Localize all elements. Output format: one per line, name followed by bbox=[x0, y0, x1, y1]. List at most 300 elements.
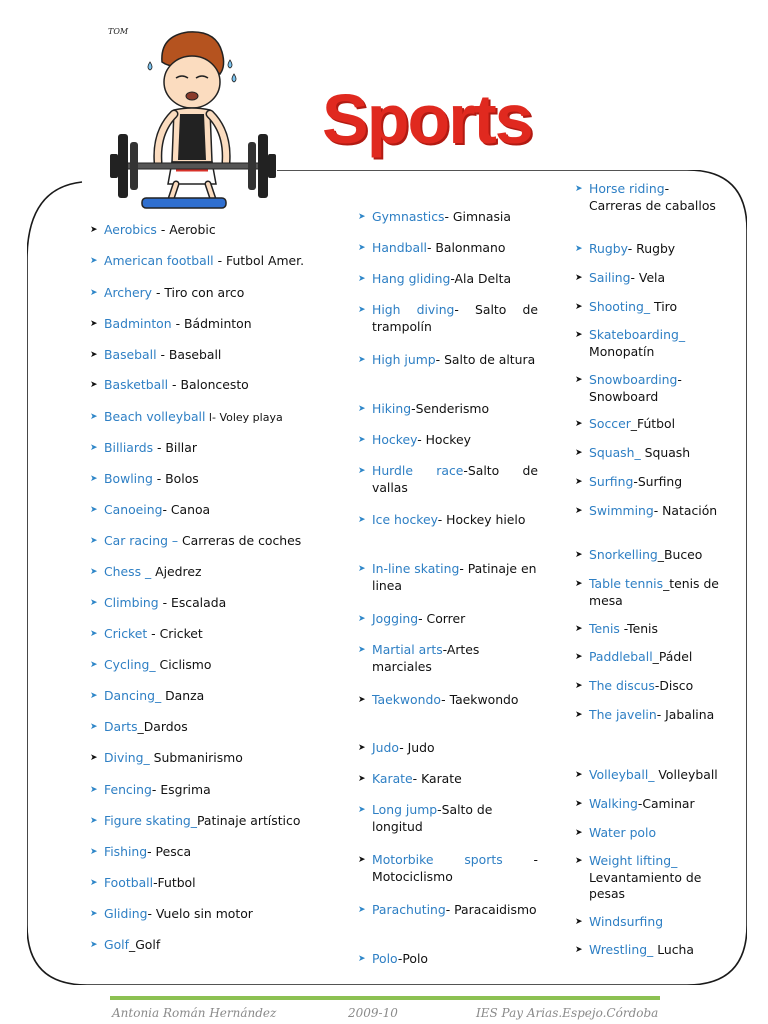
english-term: Shooting_ bbox=[589, 299, 651, 314]
spanish-translation: - Salto de altura bbox=[435, 352, 536, 367]
sport-text bbox=[589, 270, 665, 287]
sport-item bbox=[90, 440, 330, 457]
sport-item bbox=[90, 750, 330, 767]
english-term: Figure skating_ bbox=[104, 813, 197, 828]
sport-text bbox=[372, 642, 538, 675]
sport-item bbox=[90, 595, 330, 612]
spanish-translation: _Pádel bbox=[652, 649, 693, 664]
english-term: Billiards bbox=[104, 440, 154, 455]
spanish-translation: -Surfing bbox=[633, 474, 683, 489]
sport-item bbox=[90, 564, 330, 581]
sport-text bbox=[372, 951, 428, 968]
sport-item bbox=[358, 902, 538, 919]
bullet-arrow-icon: ➤ bbox=[358, 466, 366, 476]
spanish-translation: _Buceo bbox=[657, 547, 703, 562]
spanish-translation: l- Voley playa bbox=[205, 411, 283, 424]
spanish-translation: - Esgrima bbox=[151, 782, 211, 797]
bullet-arrow-icon: ➤ bbox=[90, 536, 98, 546]
sport-text bbox=[372, 463, 538, 496]
spanish-translation: Patinaje artístico bbox=[197, 813, 301, 828]
spanish-translation: - Carreras de caballos bbox=[589, 181, 716, 213]
sport-text bbox=[589, 649, 692, 666]
bullet-arrow-icon: ➤ bbox=[358, 212, 366, 222]
sport-text bbox=[104, 347, 221, 364]
english-term: Basketball bbox=[104, 377, 169, 392]
sport-item bbox=[575, 299, 725, 316]
english-term: Hockey bbox=[372, 432, 418, 447]
spanish-translation: - Cricket bbox=[147, 626, 203, 641]
bullet-arrow-icon: ➤ bbox=[90, 878, 98, 888]
spanish-translation: - Billar bbox=[153, 440, 197, 455]
english-term: Water polo bbox=[589, 825, 657, 840]
bullet-arrow-icon: ➤ bbox=[575, 448, 583, 458]
english-term: The javelin bbox=[589, 707, 657, 722]
bullet-arrow-icon: ➤ bbox=[358, 743, 366, 753]
bullet-arrow-icon: ➤ bbox=[575, 856, 583, 866]
spanish-translation: - Rugby bbox=[627, 241, 676, 256]
spanish-translation: -Ala Delta bbox=[450, 271, 512, 286]
sport-text bbox=[104, 626, 203, 643]
sport-text bbox=[589, 853, 725, 903]
english-term: Table tennis bbox=[589, 576, 664, 591]
sport-item bbox=[358, 432, 538, 449]
english-term: Chess _ bbox=[104, 564, 152, 579]
bullet-arrow-icon: ➤ bbox=[90, 660, 98, 670]
sport-item bbox=[90, 626, 330, 643]
bullet-arrow-icon: ➤ bbox=[90, 412, 98, 422]
sport-item bbox=[90, 937, 330, 954]
sport-text bbox=[104, 688, 204, 705]
english-term: Squash_ bbox=[589, 445, 641, 460]
english-term: Martial arts bbox=[372, 642, 443, 657]
weightlifter-cartoon-illustration bbox=[104, 22, 284, 217]
sport-text bbox=[589, 767, 718, 784]
english-term: Soccer bbox=[589, 416, 631, 431]
sport-item bbox=[358, 951, 538, 968]
sport-item bbox=[90, 688, 330, 705]
sport-text bbox=[589, 474, 682, 491]
bullet-arrow-icon: ➤ bbox=[575, 652, 583, 662]
english-term: Wrestling_ bbox=[589, 942, 654, 957]
spanish-translation: - Pesca bbox=[147, 844, 192, 859]
english-term: Horse riding bbox=[589, 181, 665, 196]
sport-item bbox=[575, 327, 725, 360]
sport-text bbox=[104, 285, 244, 302]
english-term: Cycling_ bbox=[104, 657, 156, 672]
english-term: Long jump bbox=[372, 802, 438, 817]
spanish-translation: - Motociclismo bbox=[372, 852, 538, 884]
sport-item bbox=[575, 270, 725, 287]
spanish-translation: - Natación bbox=[653, 503, 718, 518]
english-term: Dancing_ bbox=[104, 688, 162, 703]
english-term: Tenis bbox=[589, 621, 620, 636]
sport-text bbox=[104, 471, 199, 488]
sport-text bbox=[104, 595, 226, 612]
sport-item bbox=[90, 782, 330, 799]
sport-text bbox=[589, 445, 690, 462]
bullet-arrow-icon: ➤ bbox=[90, 909, 98, 919]
english-term: Golf bbox=[104, 937, 129, 952]
footer-year: 2009-10 bbox=[348, 1006, 398, 1020]
spanish-translation: Volleyball bbox=[654, 767, 718, 782]
sport-text bbox=[372, 740, 435, 757]
bullet-arrow-icon: ➤ bbox=[90, 785, 98, 795]
english-term: Karate bbox=[372, 771, 413, 786]
english-term: Bowling bbox=[104, 471, 153, 486]
sport-item bbox=[575, 416, 725, 433]
sport-item bbox=[90, 285, 330, 302]
bullet-arrow-icon: ➤ bbox=[575, 477, 583, 487]
english-term: Snorkelling bbox=[589, 547, 658, 562]
spanish-translation: - Judo bbox=[399, 740, 435, 755]
spanish-translation: - Aerobic bbox=[156, 222, 216, 237]
spanish-translation: - Escalada bbox=[158, 595, 227, 610]
bullet-arrow-icon: ➤ bbox=[575, 917, 583, 927]
sport-text bbox=[104, 440, 197, 457]
spanish-translation: _Fútbol bbox=[630, 416, 676, 431]
sport-text bbox=[372, 902, 537, 919]
sport-text bbox=[104, 657, 211, 674]
sport-item bbox=[575, 678, 725, 695]
spanish-translation: - Vuelo sin motor bbox=[147, 906, 253, 921]
sport-text bbox=[372, 432, 471, 449]
english-term: Volleyball_ bbox=[589, 767, 655, 782]
sport-item bbox=[575, 445, 725, 462]
english-term: Canoeing bbox=[104, 502, 163, 517]
spanish-translation: _tenis de mesa bbox=[589, 576, 719, 608]
sport-text bbox=[104, 533, 301, 550]
sport-text bbox=[104, 782, 211, 799]
bullet-arrow-icon: ➤ bbox=[90, 288, 98, 298]
bullet-arrow-icon: ➤ bbox=[358, 805, 366, 815]
bullet-arrow-icon: ➤ bbox=[575, 550, 583, 560]
sport-item bbox=[90, 844, 330, 861]
bullet-arrow-icon: ➤ bbox=[575, 375, 583, 385]
sport-item bbox=[90, 813, 330, 830]
bullet-arrow-icon: ➤ bbox=[358, 355, 366, 365]
sport-item bbox=[90, 222, 330, 239]
sport-text bbox=[372, 771, 462, 788]
sport-text bbox=[589, 707, 714, 724]
sport-text bbox=[589, 547, 702, 564]
sport-item bbox=[90, 502, 330, 519]
footer-school: IES Pay Arias.Espejo.Córdoba bbox=[476, 1006, 659, 1020]
sport-item bbox=[358, 740, 538, 757]
artist-signature: TOM bbox=[108, 27, 129, 36]
spanish-translation: -Salto de vallas bbox=[372, 463, 538, 495]
footer-divider bbox=[110, 996, 660, 1000]
sport-text bbox=[104, 222, 216, 239]
sport-text bbox=[589, 914, 663, 931]
english-term: Swimming bbox=[589, 503, 654, 518]
bullet-arrow-icon: ➤ bbox=[358, 435, 366, 445]
sport-item bbox=[90, 657, 330, 674]
spanish-translation: - Balonmano bbox=[426, 240, 506, 255]
sport-text bbox=[104, 409, 283, 427]
bullet-arrow-icon: ➤ bbox=[575, 624, 583, 634]
english-term: Gliding bbox=[104, 906, 148, 921]
sport-item bbox=[575, 241, 725, 258]
sport-item bbox=[90, 347, 330, 364]
sport-item bbox=[358, 611, 538, 628]
english-term: Car racing – bbox=[104, 533, 179, 548]
sport-text bbox=[104, 316, 252, 333]
sport-text bbox=[589, 181, 725, 214]
sport-item bbox=[575, 942, 725, 959]
bullet-arrow-icon: ➤ bbox=[575, 681, 583, 691]
sport-text bbox=[104, 719, 188, 736]
sport-text bbox=[104, 906, 253, 923]
spanish-translation: - Baseball bbox=[156, 347, 222, 362]
bullet-arrow-icon: ➤ bbox=[90, 443, 98, 453]
sport-item bbox=[90, 533, 330, 550]
sport-item bbox=[575, 181, 725, 214]
sport-item bbox=[575, 621, 725, 638]
bullet-arrow-icon: ➤ bbox=[90, 816, 98, 826]
bullet-arrow-icon: ➤ bbox=[90, 722, 98, 732]
sport-item bbox=[358, 271, 538, 288]
english-term: Hang gliding bbox=[372, 271, 451, 286]
bullet-arrow-icon: ➤ bbox=[358, 243, 366, 253]
bullet-arrow-icon: ➤ bbox=[358, 305, 366, 315]
english-term: Badminton bbox=[104, 316, 172, 331]
spanish-translation: Lucha bbox=[653, 942, 695, 957]
sport-item bbox=[358, 852, 538, 885]
sport-text bbox=[589, 678, 693, 695]
sport-text bbox=[104, 253, 304, 270]
spanish-translation: - Hockey bbox=[417, 432, 471, 447]
bullet-arrow-icon: ➤ bbox=[358, 274, 366, 284]
english-term: Aerobics bbox=[104, 222, 157, 237]
spanish-translation: -Salto de longitud bbox=[372, 802, 493, 834]
bullet-arrow-icon: ➤ bbox=[575, 330, 583, 340]
bullet-arrow-icon: ➤ bbox=[575, 184, 583, 194]
english-term: In-line skating bbox=[372, 561, 460, 576]
sport-item bbox=[575, 914, 725, 931]
english-term: Parachuting bbox=[372, 902, 446, 917]
english-term: Judo bbox=[372, 740, 400, 755]
english-term: Rugby bbox=[589, 241, 628, 256]
sport-text bbox=[372, 401, 489, 418]
bullet-arrow-icon: ➤ bbox=[575, 799, 583, 809]
sport-item bbox=[575, 853, 725, 903]
bullet-arrow-icon: ➤ bbox=[358, 645, 366, 655]
spanish-translation: - Vela bbox=[630, 270, 666, 285]
bullet-arrow-icon: ➤ bbox=[575, 710, 583, 720]
bullet-arrow-icon: ➤ bbox=[575, 419, 583, 429]
sport-text bbox=[372, 512, 525, 529]
english-term: Motorbike sports bbox=[372, 852, 503, 867]
english-term: Sailing bbox=[589, 270, 631, 285]
english-term: Fishing bbox=[104, 844, 148, 859]
english-term: Skateboarding_ bbox=[589, 327, 686, 342]
sport-item bbox=[358, 240, 538, 257]
sport-text bbox=[104, 844, 191, 861]
english-term: American football bbox=[104, 253, 214, 268]
footer-author: Antonia Román Hernández bbox=[112, 1006, 277, 1020]
bullet-arrow-icon: ➤ bbox=[358, 515, 366, 525]
sport-text bbox=[372, 352, 535, 369]
english-term: Paddleball bbox=[589, 649, 653, 664]
sport-item bbox=[575, 796, 725, 813]
sport-item bbox=[90, 906, 330, 923]
sport-item bbox=[358, 352, 538, 369]
spanish-translation: Tiro bbox=[650, 299, 678, 314]
sport-text bbox=[104, 875, 196, 892]
spanish-translation: - Futbol Amer. bbox=[213, 253, 305, 268]
spanish-translation: Monopatín bbox=[589, 343, 655, 359]
spanish-translation: Ciclismo bbox=[155, 657, 212, 672]
english-term: Handball bbox=[372, 240, 427, 255]
sport-text bbox=[589, 796, 695, 813]
sport-text bbox=[104, 937, 160, 954]
spanish-translation: - Patinaje en linea bbox=[372, 561, 537, 593]
sport-item bbox=[90, 316, 330, 333]
english-term: Polo bbox=[372, 951, 398, 966]
spanish-translation: - Snowboard bbox=[589, 372, 682, 404]
sport-text bbox=[589, 503, 717, 520]
bullet-arrow-icon: ➤ bbox=[575, 302, 583, 312]
sport-item bbox=[358, 802, 538, 835]
spanish-translation: -Caminar bbox=[637, 796, 695, 811]
bullet-arrow-icon: ➤ bbox=[90, 225, 98, 235]
spanish-translation: - Salto de trampolín bbox=[372, 302, 538, 334]
sport-text bbox=[589, 241, 675, 258]
english-term: Hiking bbox=[372, 401, 412, 416]
sport-item bbox=[575, 707, 725, 724]
spanish-translation: Danza bbox=[161, 688, 205, 703]
english-term: Football bbox=[104, 875, 154, 890]
sport-item bbox=[575, 649, 725, 666]
sport-text bbox=[372, 802, 538, 835]
sport-text bbox=[372, 271, 511, 288]
sport-item bbox=[575, 503, 725, 520]
spanish-translation: - Karate bbox=[412, 771, 462, 786]
bullet-arrow-icon: ➤ bbox=[575, 273, 583, 283]
bullet-arrow-icon: ➤ bbox=[90, 629, 98, 639]
spanish-translation: -Polo bbox=[397, 951, 428, 966]
english-term: Weight lifting_ bbox=[589, 853, 678, 868]
sport-item bbox=[358, 209, 538, 226]
english-term: Windsurfing bbox=[589, 914, 664, 929]
sport-item bbox=[358, 401, 538, 418]
sport-item bbox=[90, 719, 330, 736]
sport-item bbox=[575, 825, 725, 842]
sport-text bbox=[589, 621, 658, 638]
english-term: Archery bbox=[104, 285, 153, 300]
english-term: Surfing bbox=[589, 474, 634, 489]
sport-text bbox=[372, 692, 519, 709]
sport-text bbox=[589, 327, 725, 360]
page-title: Sports bbox=[322, 80, 532, 158]
bullet-arrow-icon: ➤ bbox=[90, 847, 98, 857]
sport-text bbox=[589, 299, 677, 316]
bullet-arrow-icon: ➤ bbox=[90, 598, 98, 608]
bullet-arrow-icon: ➤ bbox=[90, 753, 98, 763]
bullet-arrow-icon: ➤ bbox=[358, 905, 366, 915]
spanish-translation: Carreras de coches bbox=[178, 533, 302, 548]
sport-item bbox=[90, 253, 330, 270]
spanish-translation: - Correr bbox=[418, 611, 466, 626]
english-term: The discus bbox=[589, 678, 655, 693]
spanish-translation: Squash bbox=[640, 445, 691, 460]
english-term: Fencing bbox=[104, 782, 152, 797]
sport-item bbox=[358, 642, 538, 675]
spanish-translation: Submanirismo bbox=[149, 750, 243, 765]
bullet-arrow-icon: ➤ bbox=[575, 506, 583, 516]
bullet-arrow-icon: ➤ bbox=[90, 350, 98, 360]
bullet-arrow-icon: ➤ bbox=[358, 695, 366, 705]
sport-item bbox=[575, 767, 725, 784]
english-term: Climbing bbox=[104, 595, 159, 610]
spanish-translation: - Bolos bbox=[152, 471, 199, 486]
english-term: Baseball bbox=[104, 347, 157, 362]
spanish-translation: - Tiro con arco bbox=[152, 285, 245, 300]
sport-item bbox=[575, 474, 725, 491]
sport-text bbox=[372, 209, 511, 226]
spanish-translation: - Paracaidismo bbox=[445, 902, 537, 917]
english-term: Taekwondo bbox=[372, 692, 442, 707]
sport-text bbox=[104, 564, 201, 581]
sport-text bbox=[104, 813, 300, 830]
sport-text bbox=[589, 576, 725, 609]
bullet-arrow-icon: ➤ bbox=[90, 691, 98, 701]
english-term: Ice hockey bbox=[372, 512, 438, 527]
spanish-translation: - Taekwondo bbox=[441, 692, 519, 707]
spanish-translation: -Senderismo bbox=[411, 401, 490, 416]
bullet-arrow-icon: ➤ bbox=[358, 564, 366, 574]
spanish-translation: -Disco bbox=[654, 678, 694, 693]
bullet-arrow-icon: ➤ bbox=[90, 567, 98, 577]
english-term: Snowboarding bbox=[589, 372, 678, 387]
english-term: Beach volleyball bbox=[104, 409, 206, 424]
sport-text bbox=[372, 611, 465, 628]
sport-text bbox=[372, 852, 538, 885]
bullet-arrow-icon: ➤ bbox=[575, 244, 583, 254]
english-term: Jogging bbox=[372, 611, 419, 626]
sport-text bbox=[589, 942, 694, 959]
sport-item bbox=[358, 302, 538, 335]
sport-item bbox=[575, 576, 725, 609]
bullet-arrow-icon: ➤ bbox=[358, 614, 366, 624]
bullet-arrow-icon: ➤ bbox=[358, 855, 366, 865]
sport-text bbox=[372, 302, 538, 335]
english-term: High jump bbox=[372, 352, 436, 367]
english-term: Darts bbox=[104, 719, 138, 734]
sport-text bbox=[104, 502, 210, 519]
sport-text bbox=[589, 416, 675, 433]
sport-text bbox=[104, 750, 243, 767]
english-term: Diving_ bbox=[104, 750, 150, 765]
sport-text bbox=[589, 825, 656, 842]
sport-item bbox=[358, 692, 538, 709]
sport-item bbox=[358, 512, 538, 529]
spanish-translation: - Gimnasia bbox=[444, 209, 511, 224]
spanish-translation: - Canoa bbox=[162, 502, 211, 517]
bullet-arrow-icon: ➤ bbox=[90, 940, 98, 950]
sport-item bbox=[358, 463, 538, 496]
bullet-arrow-icon: ➤ bbox=[575, 770, 583, 780]
spanish-translation: - Bádminton bbox=[171, 316, 252, 331]
spanish-translation: -Futbol bbox=[153, 875, 196, 890]
english-term: Cricket bbox=[104, 626, 148, 641]
sport-item bbox=[575, 547, 725, 564]
sport-text bbox=[372, 561, 538, 594]
bullet-arrow-icon: ➤ bbox=[90, 256, 98, 266]
spanish-translation: - Baloncesto bbox=[168, 377, 249, 392]
bullet-arrow-icon: ➤ bbox=[90, 319, 98, 329]
english-term: High diving bbox=[372, 302, 455, 317]
